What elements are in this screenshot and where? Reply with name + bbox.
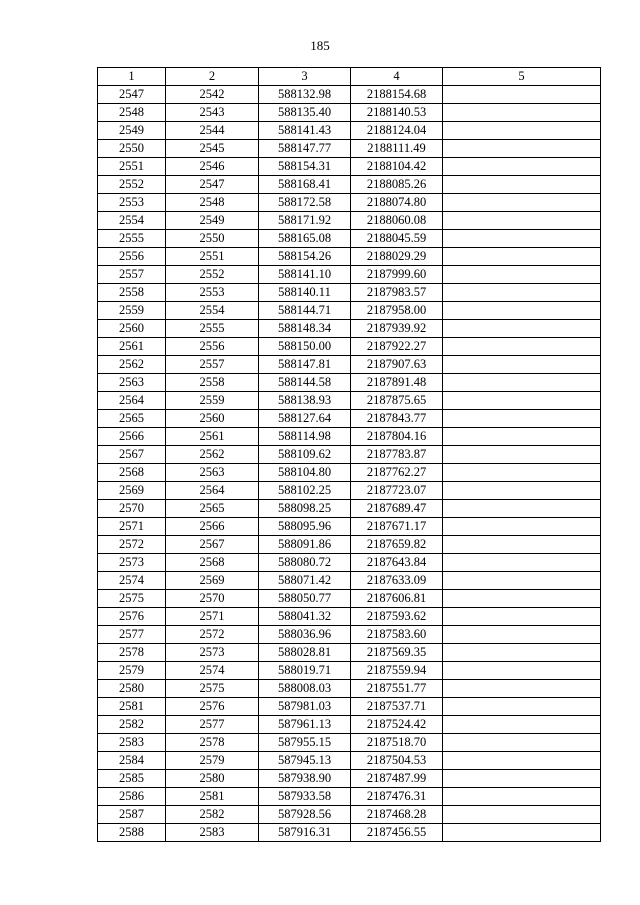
table-cell: 2561	[166, 428, 259, 446]
table-cell	[443, 806, 601, 824]
table-cell: 2187633.09	[351, 572, 443, 590]
table-cell: 2550	[166, 230, 259, 248]
table-cell: 2187583.60	[351, 626, 443, 644]
table-cell: 2569	[166, 572, 259, 590]
table-row	[98, 446, 601, 464]
table-cell	[443, 716, 601, 734]
table-cell: 2187958.00	[351, 302, 443, 320]
table-cell: 588008.03	[259, 680, 351, 698]
table-row	[98, 806, 601, 824]
table-cell: 588114.98	[259, 428, 351, 446]
table-cell: 2582	[98, 716, 166, 734]
table-cell	[443, 752, 601, 770]
table-cell	[443, 248, 601, 266]
table-cell: 2555	[98, 230, 166, 248]
table-cell: 587928.56	[259, 806, 351, 824]
table-row	[98, 680, 601, 698]
table-cell: 2566	[98, 428, 166, 446]
table-cell	[443, 788, 601, 806]
table-cell: 588028.81	[259, 644, 351, 662]
table-cell: 587955.15	[259, 734, 351, 752]
table-cell: 2187643.84	[351, 554, 443, 572]
table-cell: 2547	[166, 176, 259, 194]
table-cell: 588091.86	[259, 536, 351, 554]
table-cell: 2545	[166, 140, 259, 158]
table-cell: 588140.11	[259, 284, 351, 302]
table-cell	[443, 320, 601, 338]
table-cell: 2577	[98, 626, 166, 644]
table-cell: 588135.40	[259, 104, 351, 122]
table-cell: 588154.26	[259, 248, 351, 266]
table-row	[98, 428, 601, 446]
table-cell: 2568	[166, 554, 259, 572]
table-cell: 2554	[98, 212, 166, 230]
table-cell	[443, 140, 601, 158]
table-cell	[443, 644, 601, 662]
table-cell: 2187999.60	[351, 266, 443, 284]
table-row	[98, 320, 601, 338]
table-row	[98, 590, 601, 608]
table-cell: 2551	[166, 248, 259, 266]
table-row	[98, 644, 601, 662]
table-cell: 588132.98	[259, 86, 351, 104]
table-cell	[443, 284, 601, 302]
table-cell: 588147.81	[259, 356, 351, 374]
table-cell: 2560	[166, 410, 259, 428]
table-cell: 2570	[166, 590, 259, 608]
table-row	[98, 464, 601, 482]
table-cell: 587916.31	[259, 824, 351, 842]
table-cell: 2572	[98, 536, 166, 554]
table-cell	[443, 428, 601, 446]
table-cell: 2187456.55	[351, 824, 443, 842]
table-row	[98, 662, 601, 680]
table-row	[98, 302, 601, 320]
table-row	[98, 266, 601, 284]
table-cell: 588144.71	[259, 302, 351, 320]
table-cell: 2586	[98, 788, 166, 806]
table-cell: 2188074.80	[351, 194, 443, 212]
table-cell	[443, 824, 601, 842]
table-cell: 2187671.17	[351, 518, 443, 536]
table-cell: 2579	[98, 662, 166, 680]
table-cell: 2550	[98, 140, 166, 158]
table-row	[98, 536, 601, 554]
column-header: 3	[259, 68, 351, 86]
table-cell	[443, 176, 601, 194]
table-cell: 2542	[166, 86, 259, 104]
table-cell: 2558	[166, 374, 259, 392]
table-cell	[443, 356, 601, 374]
table-cell: 588168.41	[259, 176, 351, 194]
table-cell: 2187689.47	[351, 500, 443, 518]
table-cell: 2549	[98, 122, 166, 140]
table-row	[98, 608, 601, 626]
table-cell: 588154.31	[259, 158, 351, 176]
table-cell: 2559	[98, 302, 166, 320]
table-cell: 2572	[166, 626, 259, 644]
table-cell: 2555	[166, 320, 259, 338]
table-cell: 588036.96	[259, 626, 351, 644]
table-cell: 2187875.65	[351, 392, 443, 410]
table-cell: 2557	[166, 356, 259, 374]
table-row	[98, 158, 601, 176]
table-cell: 2560	[98, 320, 166, 338]
table-cell: 2188104.42	[351, 158, 443, 176]
table-cell: 2584	[98, 752, 166, 770]
table-cell: 2548	[98, 104, 166, 122]
table-row	[98, 554, 601, 572]
table-cell: 2574	[166, 662, 259, 680]
table-cell	[443, 500, 601, 518]
table-cell: 2187659.82	[351, 536, 443, 554]
table-row	[98, 500, 601, 518]
table-cell	[443, 266, 601, 284]
table-cell: 2188085.26	[351, 176, 443, 194]
table-cell: 2569	[98, 482, 166, 500]
table-cell	[443, 374, 601, 392]
table-cell	[443, 302, 601, 320]
table-cell: 2187593.62	[351, 608, 443, 626]
table-cell	[443, 338, 601, 356]
table-cell: 2561	[98, 338, 166, 356]
table-cell: 2574	[98, 572, 166, 590]
table-cell: 587981.03	[259, 698, 351, 716]
table-cell: 2562	[98, 356, 166, 374]
table-cell: 587945.13	[259, 752, 351, 770]
table-cell: 2188045.59	[351, 230, 443, 248]
table-cell: 2580	[166, 770, 259, 788]
table-cell: 2548	[166, 194, 259, 212]
table-cell: 588104.80	[259, 464, 351, 482]
table-cell: 2564	[166, 482, 259, 500]
table-cell: 2563	[166, 464, 259, 482]
table-cell: 2549	[166, 212, 259, 230]
table-cell	[443, 680, 601, 698]
table-cell: 2187487.99	[351, 770, 443, 788]
table-cell: 2567	[166, 536, 259, 554]
table-cell: 2578	[166, 734, 259, 752]
table-cell: 2187551.77	[351, 680, 443, 698]
table-cell	[443, 410, 601, 428]
table-cell	[443, 86, 601, 104]
table-cell: 2556	[98, 248, 166, 266]
table-cell: 2188060.08	[351, 212, 443, 230]
table-row	[98, 392, 601, 410]
table-row	[98, 140, 601, 158]
table-row	[98, 482, 601, 500]
table-cell	[443, 572, 601, 590]
table-cell: 2187518.70	[351, 734, 443, 752]
table-cell: 588127.64	[259, 410, 351, 428]
table-row	[98, 770, 601, 788]
table-cell: 2557	[98, 266, 166, 284]
table-row	[98, 122, 601, 140]
table-cell: 2553	[98, 194, 166, 212]
table-cell: 2187723.07	[351, 482, 443, 500]
table-row	[98, 788, 601, 806]
table-cell: 2187891.48	[351, 374, 443, 392]
table-row	[98, 716, 601, 734]
table-cell	[443, 122, 601, 140]
coordinates-table	[97, 67, 601, 842]
table-cell	[443, 770, 601, 788]
table-cell: 2551	[98, 158, 166, 176]
table-cell: 2563	[98, 374, 166, 392]
table-row	[98, 230, 601, 248]
table-cell: 2581	[166, 788, 259, 806]
table-cell: 588172.58	[259, 194, 351, 212]
table-cell: 2188124.04	[351, 122, 443, 140]
column-header: 2	[166, 68, 259, 86]
table-cell: 588102.25	[259, 482, 351, 500]
table-cell: 2556	[166, 338, 259, 356]
table-cell: 2587	[98, 806, 166, 824]
table-cell	[443, 194, 601, 212]
table-cell: 588071.42	[259, 572, 351, 590]
table-cell	[443, 698, 601, 716]
table-cell: 2188140.53	[351, 104, 443, 122]
table-row	[98, 518, 601, 536]
table-cell	[443, 482, 601, 500]
table-cell: 2578	[98, 644, 166, 662]
table-cell: 2187804.16	[351, 428, 443, 446]
table-cell: 2552	[98, 176, 166, 194]
table-cell	[443, 536, 601, 554]
table-cell: 2580	[98, 680, 166, 698]
table-cell: 2187524.42	[351, 716, 443, 734]
table-cell: 2573	[98, 554, 166, 572]
table-cell	[443, 608, 601, 626]
table-row	[98, 338, 601, 356]
table-cell	[443, 590, 601, 608]
table-body	[98, 86, 601, 842]
table-row	[98, 572, 601, 590]
column-header: 5	[443, 68, 601, 86]
table-cell	[443, 662, 601, 680]
table-cell: 2576	[166, 698, 259, 716]
table-cell: 2187762.27	[351, 464, 443, 482]
table-row	[98, 698, 601, 716]
table-cell: 2543	[166, 104, 259, 122]
table-cell: 587933.58	[259, 788, 351, 806]
table-cell	[443, 734, 601, 752]
table-cell: 588095.96	[259, 518, 351, 536]
column-header: 4	[351, 68, 443, 86]
table-row	[98, 248, 601, 266]
table-cell	[443, 518, 601, 536]
table-cell: 588165.08	[259, 230, 351, 248]
table-cell: 2554	[166, 302, 259, 320]
table-cell: 2570	[98, 500, 166, 518]
table-cell: 2553	[166, 284, 259, 302]
table-row	[98, 212, 601, 230]
table-row	[98, 752, 601, 770]
table-cell: 2571	[98, 518, 166, 536]
table-cell: 2559	[166, 392, 259, 410]
column-header: 1	[98, 68, 166, 86]
table-cell: 2585	[98, 770, 166, 788]
table-cell	[443, 446, 601, 464]
table-cell: 2565	[166, 500, 259, 518]
table-cell: 2583	[166, 824, 259, 842]
table-cell: 2567	[98, 446, 166, 464]
table-row	[98, 104, 601, 122]
table-cell: 588050.77	[259, 590, 351, 608]
table-cell: 588041.32	[259, 608, 351, 626]
table-cell	[443, 158, 601, 176]
table-cell: 2187843.77	[351, 410, 443, 428]
table-cell: 587961.13	[259, 716, 351, 734]
table-cell: 2187569.35	[351, 644, 443, 662]
table-cell: 2581	[98, 698, 166, 716]
table-cell	[443, 554, 601, 572]
table-cell: 588147.77	[259, 140, 351, 158]
table-cell: 588138.93	[259, 392, 351, 410]
table-cell	[443, 392, 601, 410]
table-cell: 2577	[166, 716, 259, 734]
table-cell: 2579	[166, 752, 259, 770]
table-cell: 2576	[98, 608, 166, 626]
table-row	[98, 374, 601, 392]
page-number: 185	[310, 38, 330, 53]
table-cell: 2575	[98, 590, 166, 608]
table-cell: 588019.71	[259, 662, 351, 680]
table-cell: 2582	[166, 806, 259, 824]
table-cell: 588150.00	[259, 338, 351, 356]
table-cell: 2188029.29	[351, 248, 443, 266]
table-cell: 2573	[166, 644, 259, 662]
table-row	[98, 86, 601, 104]
table-cell: 588144.58	[259, 374, 351, 392]
table-row	[98, 410, 601, 428]
table-cell: 2583	[98, 734, 166, 752]
table-row	[98, 194, 601, 212]
table-cell: 2187476.31	[351, 788, 443, 806]
table-cell: 2565	[98, 410, 166, 428]
table-cell: 2188111.49	[351, 140, 443, 158]
table-cell: 2564	[98, 392, 166, 410]
table-cell: 2562	[166, 446, 259, 464]
table-cell: 2187559.94	[351, 662, 443, 680]
table-cell: 2575	[166, 680, 259, 698]
table-cell: 2187504.53	[351, 752, 443, 770]
table-cell: 2546	[166, 158, 259, 176]
table-header-row	[98, 68, 601, 86]
table-cell: 2547	[98, 86, 166, 104]
table-cell	[443, 626, 601, 644]
table-cell: 2552	[166, 266, 259, 284]
table-cell: 588098.25	[259, 500, 351, 518]
table-cell: 587938.90	[259, 770, 351, 788]
table-cell	[443, 230, 601, 248]
table-cell: 2588	[98, 824, 166, 842]
table-cell: 2187537.71	[351, 698, 443, 716]
table-cell: 2187606.81	[351, 590, 443, 608]
table-cell: 588148.34	[259, 320, 351, 338]
table-row	[98, 176, 601, 194]
table-cell: 2187983.57	[351, 284, 443, 302]
table-cell: 2187939.92	[351, 320, 443, 338]
table-row	[98, 284, 601, 302]
table-cell: 2188154.68	[351, 86, 443, 104]
table-cell: 2568	[98, 464, 166, 482]
table-cell: 588080.72	[259, 554, 351, 572]
table-cell: 2187922.27	[351, 338, 443, 356]
table-row	[98, 734, 601, 752]
table-cell: 2571	[166, 608, 259, 626]
table-cell: 2566	[166, 518, 259, 536]
table-cell: 588141.43	[259, 122, 351, 140]
table-cell: 588141.10	[259, 266, 351, 284]
table-cell: 2187468.28	[351, 806, 443, 824]
table-cell: 2544	[166, 122, 259, 140]
table-cell: 588171.92	[259, 212, 351, 230]
table-cell: 2558	[98, 284, 166, 302]
table-cell	[443, 104, 601, 122]
table-cell: 2187907.63	[351, 356, 443, 374]
table-row	[98, 356, 601, 374]
table-row	[98, 626, 601, 644]
table-cell: 2187783.87	[351, 446, 443, 464]
table-row	[98, 824, 601, 842]
table-cell	[443, 212, 601, 230]
table-cell: 588109.62	[259, 446, 351, 464]
table-cell	[443, 464, 601, 482]
